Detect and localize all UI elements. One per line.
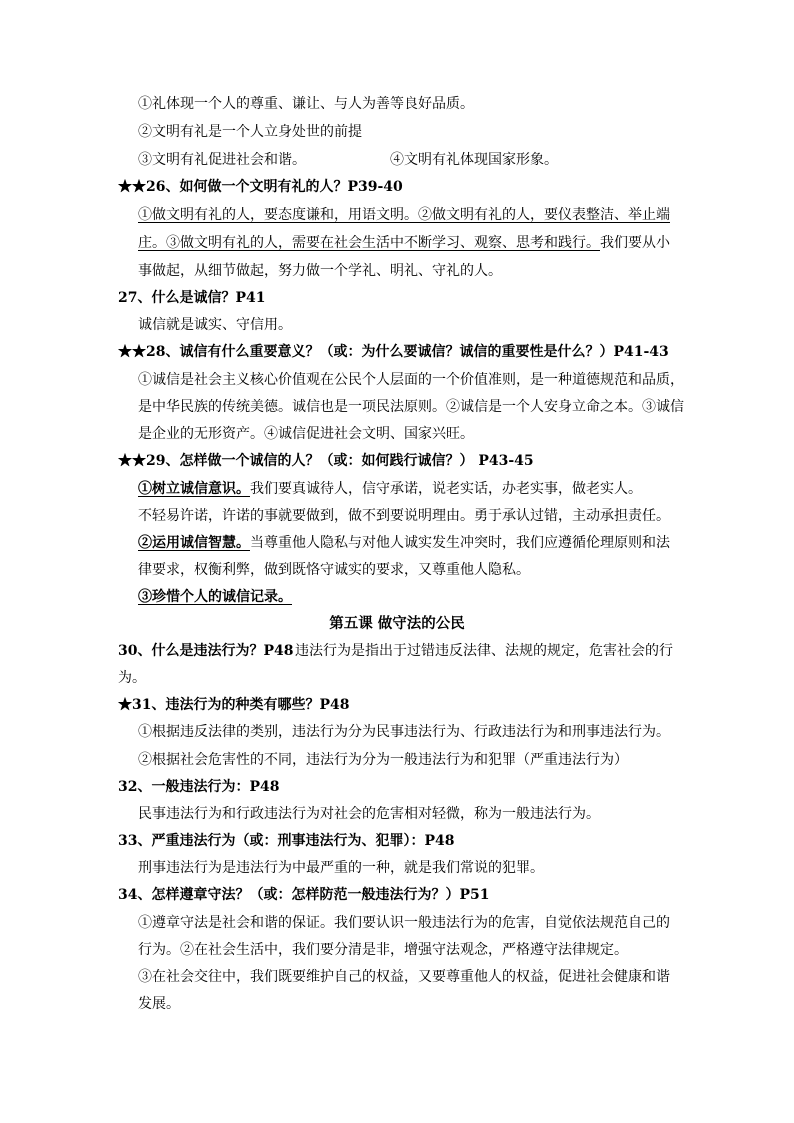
answer-32: 民事违法行为和行政违法行为对社会的危害相对轻微，称为一般违法行为。 xyxy=(138,806,600,822)
answer-29-line: 不轻易许诺，许诺的事就要做到，做不到要说明理由。勇于承认过错，主动承担责任。 xyxy=(138,508,670,524)
answer-34-line: 发展。 xyxy=(138,996,180,1012)
answer-26-line xyxy=(138,233,670,253)
question-34: 34、怎样遵章守法？（或：怎样防范一般违法行为？）P51 xyxy=(118,887,490,903)
answer-29-line: 律要求，权衡利弊，做到既恪守诚实的要求，又尊重他人隐私。 xyxy=(138,562,530,578)
text-span: 当尊重他人隐私与对他人诚实发生冲突时，我们应遵循伦理原则和法 xyxy=(250,535,670,551)
text-line: ③文明有礼促进社会和谐。 xyxy=(138,152,306,168)
question-28: ★★28、诚信有什么重要意义？（或：为什么要诚信？诚信的重要性是什么？）P41-43 xyxy=(118,344,669,360)
answer-27: 诚信就是诚实、守信用。 xyxy=(138,317,292,333)
point-heading: ②运用诚信智慧。 xyxy=(138,535,250,551)
question-29: ★★29、怎样做一个诚信的人？（或：如何践行诚信？） P43-45 xyxy=(118,453,534,469)
answer-29-line xyxy=(138,479,642,499)
answer-34-line: ①遵章守法是社会和谐的保证。我们要认识一般违法行为的危害，自觉依法规范自己的 xyxy=(138,915,670,931)
text-line: ①礼体现一个人的尊重、谦让、与人为善等良好品质。 xyxy=(138,96,474,112)
text-line: ②文明有礼是一个人立身处世的前提 xyxy=(138,124,362,140)
question-27: 27、什么是诚信？P41 xyxy=(118,290,266,306)
answer-30-line: 违法行为是指出于过错违反法律、法规的规定，危害社会的行 xyxy=(295,643,673,659)
answer-26-line: ①做文明有礼的人，要态度谦和，用语文明。②做文明有礼的人，要仪表整洁、举止端 xyxy=(138,207,670,223)
question-33: 33、严重违法行为（或：刑事违法行为、犯罪）：P48 xyxy=(118,833,455,849)
point-heading: ①树立诚信意识。 xyxy=(138,481,250,497)
question-26: ★★26、如何做一个文明有礼的人？P39-40 xyxy=(118,179,403,195)
answer-31-line: ①根据违反法律的类别，违法行为分为民事违法行为、行政违法行为和刑事违法行为。 xyxy=(138,724,670,740)
lesson-title: 第五课 做守法的公民 xyxy=(329,615,465,632)
answer-33: 刑事违法行为是违法行为中最严重的一种，就是我们常说的犯罪。 xyxy=(138,860,544,876)
answer-34-line: ③在社会交往中，我们既要维护自己的权益，又要尊重他人的权益，促进社会健康和谐 xyxy=(138,969,670,985)
question-32: 32、一般违法行为：P48 xyxy=(118,779,280,795)
answer-31-line: ②根据社会危害性的不同，违法行为分为一般违法行为和犯罪（严重违法行为） xyxy=(138,752,628,768)
answer-29-line xyxy=(138,533,670,553)
answer-26-line: 事做起，从细节做起，努力做一个学礼、明礼、守礼的人。 xyxy=(138,263,502,279)
answer-30-line: 为。 xyxy=(118,670,146,686)
text-span: 我们要从小 xyxy=(600,235,670,251)
text-line: ④文明有礼体现国家形象。 xyxy=(390,152,558,168)
question-31: ★31、违法行为的种类有哪些？P48 xyxy=(118,697,350,713)
answer-28-line: ①诚信是社会主义核心价值观在公民个人层面的一个价值准则，是一种道德规范和品质， xyxy=(138,372,684,388)
text-span: 我们要真诚待人，信守承诺，说老实话，办老实事，做老实人。 xyxy=(250,481,642,497)
underlined-text: 庄。③做文明有礼的人，需要在社会生活中不断学习、观察、思考和践行。 xyxy=(138,235,600,251)
answer-28-line: 是企业的无形资产。④诚信促进社会文明、国家兴旺。 xyxy=(138,426,474,442)
answer-28-line: 是中华民族的传统美德。诚信也是一项民法原则。②诚信是一个人安身立命之本。③诚信 xyxy=(138,399,684,415)
point-heading: ③珍惜个人的诚信记录。 xyxy=(138,589,292,605)
answer-34-line: 行为。②在社会生活中，我们要分清是非，增强守法观念，严格遵守法律规定。 xyxy=(138,942,628,958)
question-30: 30、什么是违法行为？P48 xyxy=(118,643,294,659)
